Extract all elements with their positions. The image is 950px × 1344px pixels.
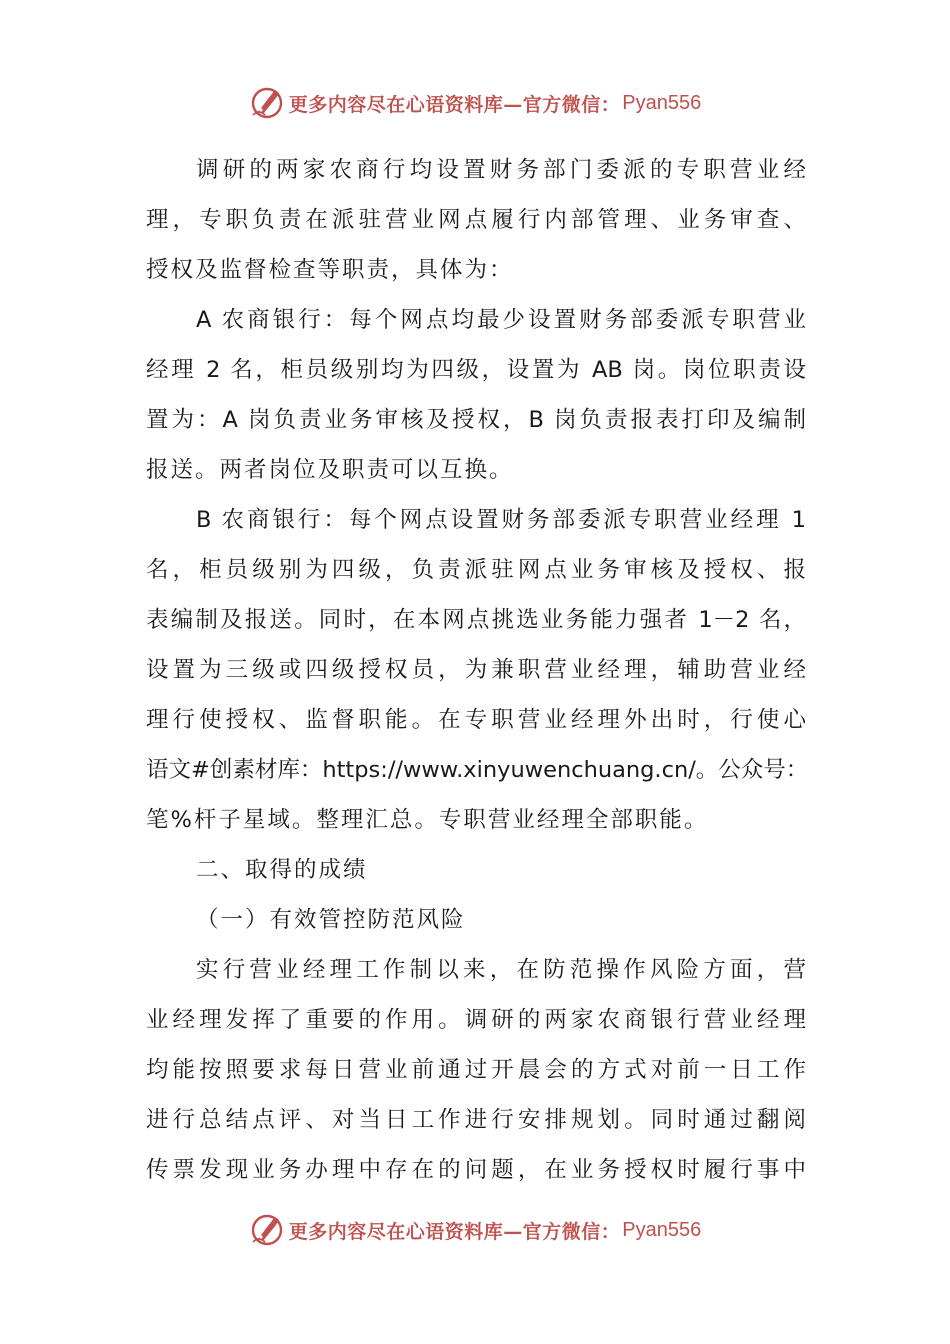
- paragraph-line: 置为：A 岗负责业务审核及授权，B 岗负责报表打印及编制: [146, 407, 806, 433]
- paragraph-line: 调研的两家农商行均设置财务部门委派的专职营业经: [196, 157, 806, 183]
- paragraph-line: 实行营业经理工作制以来，在防范操作风险方面，营: [196, 957, 806, 983]
- header-banner-id: Pyan556: [622, 91, 702, 114]
- paragraph-line: 名，柜员级别为四级，负责派驻网点业务审核及授权、报: [146, 557, 806, 583]
- paragraph-line: 均能按照要求每日营业前通过开晨会的方式对前一日工作: [146, 1057, 806, 1083]
- document-body: [146, 145, 809, 1195]
- footer-banner-text: 更多内容尽在心语资料库—官方微信：: [288, 1220, 621, 1243]
- paragraph-line: 理行使授权、监督职能。在专职营业经理外出时，行使心: [146, 707, 806, 733]
- footer-banner: [0, 1210, 950, 1250]
- paragraph-line: 理，专职负责在派驻营业网点履行内部管理、业务审查、: [146, 207, 806, 233]
- paragraph-line: 设置为三级或四级授权员，为兼职营业经理，辅助营业经: [146, 657, 806, 683]
- subsection-heading: （一）有效管控防范风险: [196, 907, 466, 933]
- paragraph-line: 语文#创素材库：https://www.xinyuwenchuang.cn/。公众号：: [146, 757, 809, 783]
- header-banner-text: 更多内容尽在心语资料库—官方微信：: [288, 93, 621, 116]
- paragraph-line: 表编制及报送。同时，在本网点挑选业务能力强者 1－2 名，: [146, 607, 806, 633]
- paragraph-line: 经理 2 名，柜员级别均为四级，设置为 AB 岗。岗位职责设: [146, 357, 806, 383]
- paragraph-line: 传票发现业务办理中存在的问题，在业务授权时履行事中: [146, 1157, 806, 1183]
- paragraph-line: 业经理发挥了重要的作用。调研的两家农商银行营业经理: [146, 1007, 806, 1033]
- footer-banner-id: Pyan556: [622, 1218, 702, 1241]
- paragraph-line: B 农商银行：每个网点设置财务部委派专职营业经理 1: [196, 507, 806, 533]
- header-banner: [0, 83, 950, 123]
- paragraph-line: 笔%杆子星域。整理汇总。专职营业经理全部职能。: [146, 807, 709, 833]
- pen-nib-logo-icon: [249, 85, 285, 121]
- pen-nib-logo-icon: [249, 1212, 285, 1248]
- paragraph-line: 报送。两者岗位及职责可以互换。: [146, 457, 514, 483]
- paragraph-line: 授权及监督检查等职责，具体为：: [146, 257, 514, 283]
- paragraph-line: A 农商银行：每个网点均最少设置财务部委派专职营业: [196, 307, 806, 333]
- section-heading: 二、取得的成绩: [196, 857, 368, 883]
- paragraph-line: 进行总结点评、对当日工作进行安排规划。同时通过翻阅: [146, 1107, 806, 1133]
